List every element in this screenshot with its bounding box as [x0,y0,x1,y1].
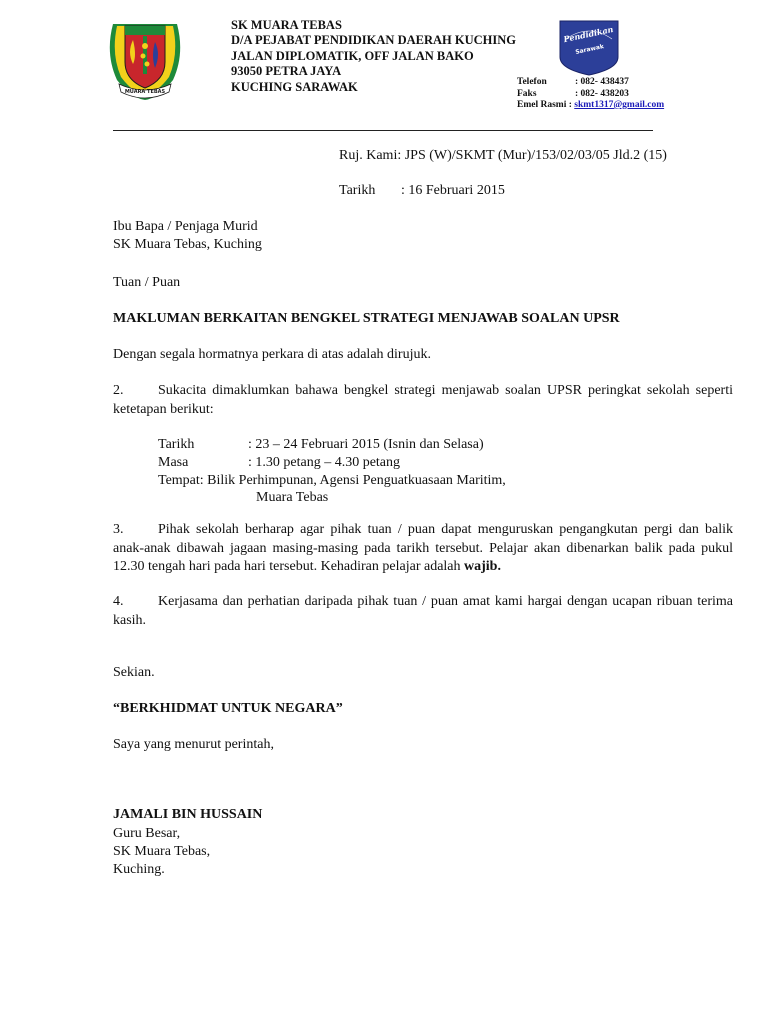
crest-banner-text: MUARA TEBAS [124,89,166,95]
reference-number: Ruj. Kami: JPS (W)/SKMT (Mur)/153/02/03/05 Jld.2 (15) [339,148,667,163]
signatory-title: Guru Besar, [113,826,181,841]
closing-sekian: Sekian. [113,665,155,680]
detail-tempat: Tempat: Bilik Perhimpunan, Agensi Penguatkuasaan Maritim, [158,473,506,488]
signatory-name: JAMALI BIN HUSSAIN [113,807,263,822]
email-label: Emel Rasmi : [517,100,572,110]
pendidikan-sarawak-badge-logo [556,17,622,77]
fax-label: Faks [517,88,537,99]
detail-label: Masa [158,455,189,470]
recipient-line: Ibu Bapa / Penjaga Murid [113,219,258,234]
paragraph-bold-word: wajib. [464,559,501,574]
paragraph-number: 4. [113,594,124,609]
fax-row [517,89,664,101]
paragraph-number: 2. [113,383,124,398]
paragraph-text: Kerjasama dan perhatian daripada pihak tuan / puan amat kami hargai dengan ucapan ribuan terima kasih. [113,594,733,628]
date-value: : 16 Februari 2015 [401,183,505,198]
address-line: KUCHING SARAWAK [231,79,358,94]
phone-row [517,77,664,89]
email-row [517,100,664,112]
detail-value: : 1.30 petang – 4.30 petang [248,455,401,470]
school-crest-logo [103,14,187,102]
contact-info [517,77,664,112]
badge-text-pendidikan: Pendidikan [562,23,615,45]
detail-tarikh [158,436,484,454]
letter-date [339,183,505,199]
letter-subject: MAKLUMAN BERKAITAN BENGKEL STRATEGI MENJAWAB SOALAN UPSR [113,311,620,326]
opening-line: Dengan segala hormatnya perkara di atas adalah dirujuk. [113,347,431,362]
recipient-line: SK Muara Tebas, Kuching [113,237,262,252]
signatory-title: SK Muara Tebas, [113,844,211,859]
detail-tempat-cont: Muara Tebas [256,490,329,505]
paragraph-2 [113,382,733,419]
detail-label: Tarikh [158,437,195,452]
letterhead [0,0,768,140]
address-line: D/A PEJABAT PENDIDIKAN DAERAH KUCHING [231,33,516,48]
phone-label: Telefon [517,77,547,87]
fax-number: : 082- 438203 [575,88,629,99]
closing-order: Saya yang menurut perintah, [113,737,274,752]
badge-text-sarawak: Sarawak [574,43,605,56]
school-address-block [231,18,516,95]
signatory-title: Kuching. [113,862,165,877]
paragraph-text: Sukacita dimaklumkan bahawa bengkel strategi menjawab soalan UPSR peringkat sekolah seperti ketetapan berikut: [113,383,733,417]
address-line: JALAN DIPLOMATIK, OFF JALAN BAKO [231,48,474,63]
address-line: SK MUARA TEBAS [231,18,342,32]
motto: “BERKHIDMAT UNTUK NEGARA” [113,701,343,716]
phone-number: : 082- 438437 [575,77,629,87]
paragraph-text: Pihak sekolah berharap agar pihak tuan / puan dapat menguruskan pengangkutan pergi dan balik anak-anak dibawah jagaan masing-masing pada tarikh tersebut. Pelajar akan dibenarkan balik pada pukul 12.30 tengah hari pada hari tersebut. Kehadiran pelajar adalah [113,522,733,574]
date-label: Tarikh [339,183,376,198]
email-link[interactable]: skmt1317@gmail.com [574,100,665,110]
detail-masa [158,454,400,472]
paragraph-3 [113,521,733,577]
address-line: 93050 PETRA JAYA [231,64,342,79]
paragraph-4 [113,593,733,630]
detail-value: : 23 – 24 Februari 2015 (Isnin dan Selasa) [248,437,484,452]
salutation: Tuan / Puan [113,275,181,290]
paragraph-number: 3. [113,522,124,537]
letterhead-divider [113,130,653,131]
